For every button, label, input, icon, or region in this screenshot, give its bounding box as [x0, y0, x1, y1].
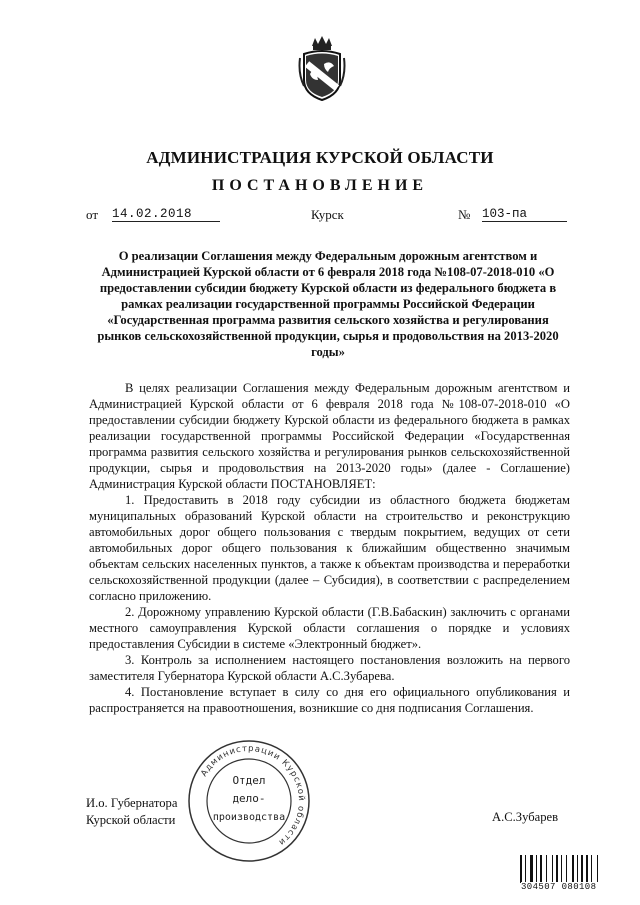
clause-paragraph: 4. Постановление вступает в силу со дня его официального опубликования и распространяется на правоотношения, возникшие со дня подписания Соглашения.	[89, 685, 570, 715]
clause-paragraph: 3. Контроль за исполнением настоящего постановления возложить на первого заместителя Губернатора Курской области А.С.Зубарева.	[89, 653, 570, 683]
document-city: Курск	[311, 207, 344, 222]
organization-name: АДМИНИСТРАЦИЯ КУРСКОЙ ОБЛАСТИ	[146, 148, 494, 167]
svg-text:дело-: дело-	[232, 792, 266, 805]
document-number: 103-па	[482, 207, 567, 222]
document-title: О реализации Соглашения между Федеральным дорожным агентством и Администрацией Курской области от 6 февраля 2018 года №108-07-2018-010 «О предоставлении субсидии бюджету Курской области из федерального бюджета в рамках реализации государственной программы Российской Федерации «Государственная программа развития сельского хозяйства и регулирования рынков сельскохозяйственной продукции, сырья и продовольствия на 2013-2020 годы»	[97, 249, 559, 359]
office-stamp	[186, 738, 312, 864]
coat-of-arms-icon	[298, 34, 346, 104]
document-date: 14.02.2018	[112, 207, 220, 222]
signatory-name: А.С.Зубарев	[492, 810, 559, 824]
svg-text:Отдел: Отдел	[232, 774, 266, 787]
clause-paragraph: 1. Предоставить в 2018 году субсидии из областного бюджета бюджетам муниципальных образований Курской области на строительство и реконструкцию автомобильных дорог общего пользования с твердым покрытием, ведущих от сети автомобильных дорог общего пользования к ближайшим общественно значимым объектам сельских населенных пунктов, а также к объектам производства и переработки сельскохозяйственной продукции (далее – Субсидия), в соответствии с распределением согласно приложению.	[89, 493, 570, 603]
preamble-paragraph: В целях реализации Соглашения между Федеральным дорожным агентством и Администрацией Курской области от 6 февраля 2018 года №108-07-2018-010 «О предоставлении субсидии бюджету Курской области из федерального бюджета в рамках реализации государственной программы Российской Федерации «Государственная программа развития сельского хозяйства и регулирования рынков сельскохозяйственной продукции, сырья и продовольствия на 2013-2020 годы» (далее - Соглашение) Администрация Курской области ПОСТАНОВЛЯЕТ:	[89, 381, 570, 491]
svg-text:производства: производства	[212, 812, 286, 823]
number-prefix: №	[458, 207, 471, 222]
signatory-position-line: Курской области	[86, 813, 176, 827]
document-type: ПОСТАНОВЛЕНИЕ	[211, 177, 429, 194]
date-prefix: от	[86, 207, 99, 222]
document-body	[89, 380, 570, 716]
svg-text:Администрации Курской области: Администрации Курской области	[199, 743, 307, 848]
signatory-position	[86, 795, 177, 829]
clause-paragraph: 2. Дорожному управлению Курской области (Г.В.Бабаскин) заключить с органами местного самоуправления Курской области соглашения о порядке и условиях предоставления Субсидии в системе «Электронный бюджет».	[89, 605, 570, 651]
signatory-position-line: И.о. Губернатора	[86, 796, 178, 810]
barcode-number: 304507 080108	[521, 882, 621, 892]
